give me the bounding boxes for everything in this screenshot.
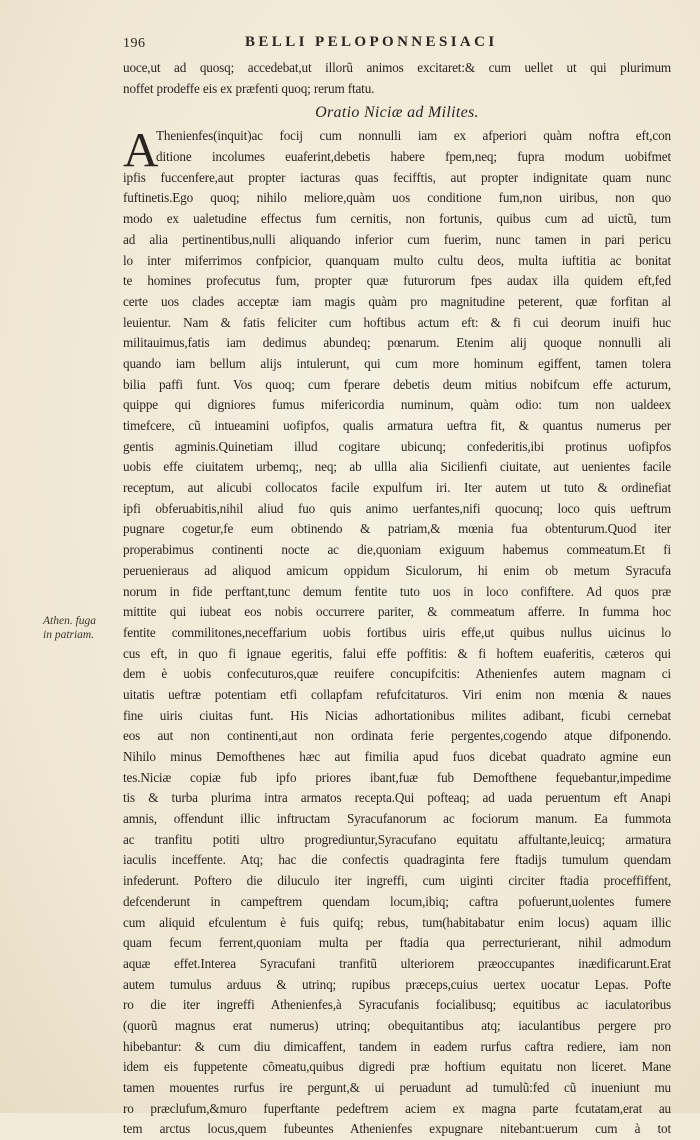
speech-paragraph (123, 122, 671, 1140)
text-line: quam fecum ferrent,quoniam multa per ftadia qua perrecturierant, nihil admodum (123, 935, 671, 951)
text-line: iaculis inceffente. Atq; hac die confectis quadraginta fere ftadijs tumulum quendam (123, 852, 671, 868)
text-line: mittite qui iubeat eos nobis occurrere pariter, & commeatum afferre. In fumma hoc (123, 604, 671, 620)
running-title: BELLI PELOPONNESIACI (245, 34, 498, 50)
text-line: Thenienfes(inquit)ac focij cum nonnulli iam ex afperiori quàm noftra eft,con (156, 128, 671, 144)
page-number: 196 (123, 36, 146, 51)
text-line: ro præclufum,&muro fuperftante pedeftrem aciem ex magna parte fcutatam,erat au (123, 1100, 671, 1116)
text-line: Nihilo minus Demofthenes hæc aut fimilia apud fuos dicebat quadrato agmine eun (123, 749, 671, 764)
text-line: certe uos clades acceptæ iam magis quàm pro magnitudine peterent, quæ forfitan al (123, 293, 671, 309)
text-line: quippe qui digniores fumus mifericordia numinum, quàm odio: tum non ualdeex (123, 397, 671, 413)
text-line: idem eis fuppetente cõmeatu,quibus digredi præ hoftium equitatu non liceret. Mane (123, 1059, 671, 1075)
text-line: aquæ effet.Interea Syracufani tranfitũ ulteriorem præoccupantes inædificarunt.Erat (123, 955, 671, 971)
text-line: cum aliquid efculentum è fuis quifq; rebus, tum(habitabatur enim locus) aquam illic (123, 914, 671, 930)
text-line: ro die iter ingreffi Athenienfes,à Syracufanis focialibusq; equitibus ac iaculatoribus (123, 997, 671, 1013)
text-line: gentis agminis.Quinetiam illud cogitare ubicunq; confederitis,ibi protinus uofipfos (123, 438, 671, 454)
text-line: dem è uobis confecuturos,quæ reuifere concupifcitis: Athenienfes autem magnam ci (123, 666, 671, 682)
text-line: ad alia pertinentibus,nulli aliquando inferior cum fuerim, nunc tamen in pari pericu (123, 231, 671, 247)
text-line: fuftinetis.Ego quoq; nihilo meliore,quàm uos conditione fum,non uiribus, non quo (123, 190, 671, 206)
text-line: ipfi obferuabitis,nihil aliud fuo quis animo uerfantes,nifi quocunq; loco quis ueftrum (123, 500, 671, 516)
text-line: ditione incolumes euaferint,debetis habere fpem,neq; fupra modum uobifmet (156, 149, 671, 165)
text-line: autem tumulus arduus & utrinq; rupibus præceps,cuius uertex uocatur Lepas. Pofte (123, 976, 671, 992)
text-line: timefcere, cũ intueamini uofipfos, qualis armatura ueftra fit, & quantus numerus per (123, 418, 671, 433)
text-line: infederunt. Poftero die diluculo iter ingreffi, cum uiginti circiter ftadia proceffiffent, (123, 873, 671, 889)
text-line: quando iam bellum alijs intulerunt, qui cum more hominum egiffent, tamen tolera (123, 355, 671, 371)
page-header (123, 34, 671, 56)
text-line: norum in fide perftant,tunc demum fentite tuto uos in loco confiftere. Ad quos præ (123, 583, 671, 599)
text-line: peruenieraus ad aliquod amicum oppidum Siculorum, hi enim ob metum Syracufa (123, 562, 671, 578)
text-line: ac tranfitu potiti ultro progrediuntur,Syracufano equitatu affultante,leuicq; armatura (123, 831, 671, 847)
text-line: uitatis ueftræ potentiam etfi collapfam refufcitaturos. Viri enim non mœnia & naues (123, 686, 671, 702)
text-line: tem arctus locus,quem fubeuntes Athenienfes expugnare nitebant:uerum cum à tot (123, 1121, 671, 1137)
text-line: uoce,ut ad quosq; accedebat,ut illorũ animos excitaret:& cum uellet ut qui plurimum (123, 60, 671, 75)
text-line: (quorũ magnus erat numerus) utrinq; obequitantibus atq; iaculantibus pergere pro (123, 1017, 671, 1033)
text-line: hibebantur: & cum diu dimicaffent, tandem in eadem rurfus caftra rediere, iam non (123, 1038, 671, 1054)
text-line: properabimus continenti nocte ac die,quoniam exiguum habemus commeatum.Et fi (123, 542, 671, 558)
text-line: uobis effe ciuitatem urbemq;, neq; ab ullla alia Sicilienfi ciuitate, aut uenientes facile (123, 459, 671, 475)
text-line: te homines profecutus fum, propter quæ futurorum fpes audax illa quidem eft,fed (123, 273, 671, 289)
text-line: tamen mouentes rurfus ire pergunt,& ui peruadunt ad tumulũ:fed cũ inueniunt mu (123, 1080, 671, 1095)
section-heading: Oratio Niciæ ad Milites. (315, 104, 479, 122)
marginal-note-line: Athen. fuga (43, 615, 97, 627)
text-line: receptum, aut alicubi collocatos facile expulfum iri. Iter autem ut tuto & ordinefiat (123, 480, 671, 496)
text-line: amnis, offendunt illic inftructam Syracufanorum ac fociorum manum. Ea fummota (123, 811, 671, 827)
text-line: lo inter miferrimos confpicior, quanquam multo cultu deos, multa iuftitia ac bonitat (123, 252, 671, 268)
text-line: defcenderunt in campeftrem quendam locum,ibiq; caftra pofuerunt,uolentes fumere (123, 893, 671, 909)
text-line: modo ex ualetudine effectus fum cernitis, non fortunis, quibus cum ad uictũ, tum (123, 211, 671, 227)
text-line: tis & turba plurima intra armatos recepta.Qui pofteaq; ad uada peruentum eft Anapi (123, 790, 671, 806)
marginal-note (43, 614, 115, 642)
body-text (123, 58, 671, 1140)
marginal-note-line: in patriam. (43, 629, 95, 641)
text-line: militauimus,fatis iam dedimus abundeq; pœnarum. Etenim alij quoque nonnulli ali (123, 335, 671, 351)
drop-capital: A (123, 122, 159, 178)
text-line: ipfis fuccenfere,aut propter iacturas quas fecifftis, aut propter indignitate quam nunc (123, 169, 671, 185)
text-line: fentite commilitones,neceffarium uobis fortibus uiris effe,ut quibus nullus uicinus lo (123, 624, 671, 640)
text-line: pugnare cogetur,fe eum obtinendo & patriam,& mœnia fua obtenturum.Quod iter (123, 521, 671, 537)
text-line: bilia paffi funt. Vos quoq; cum fperare debetis deum mitius nobifcum effe acturum, (123, 376, 671, 392)
text-line: eos aut non continenti,aut non ordinata ferie pergentes,cogendo atque difponendo. (123, 728, 671, 744)
text-line: fine uiris ciuitas funt. His Nicias adhortationibus milites adibant, ficubi cernebat (123, 707, 671, 723)
text-line: noffet prodeffe eis ex præfenti quoq; rerum ftatu. (123, 80, 375, 96)
text-line: leuientur. Nam & fatis feliciter cum hoftibus actum eft: & fi cui deorum inuifi huc (123, 314, 671, 330)
text-line: cus eft, in quo fi ignaue egeritis, falui effe poffitis: & fi hoftem euaferitis, cæteros qui (123, 645, 671, 661)
text-line: tes.Niciæ copiæ fub ipfo priores ibant,fuæ fub Demofthene fequebantur,impedime (123, 769, 671, 785)
